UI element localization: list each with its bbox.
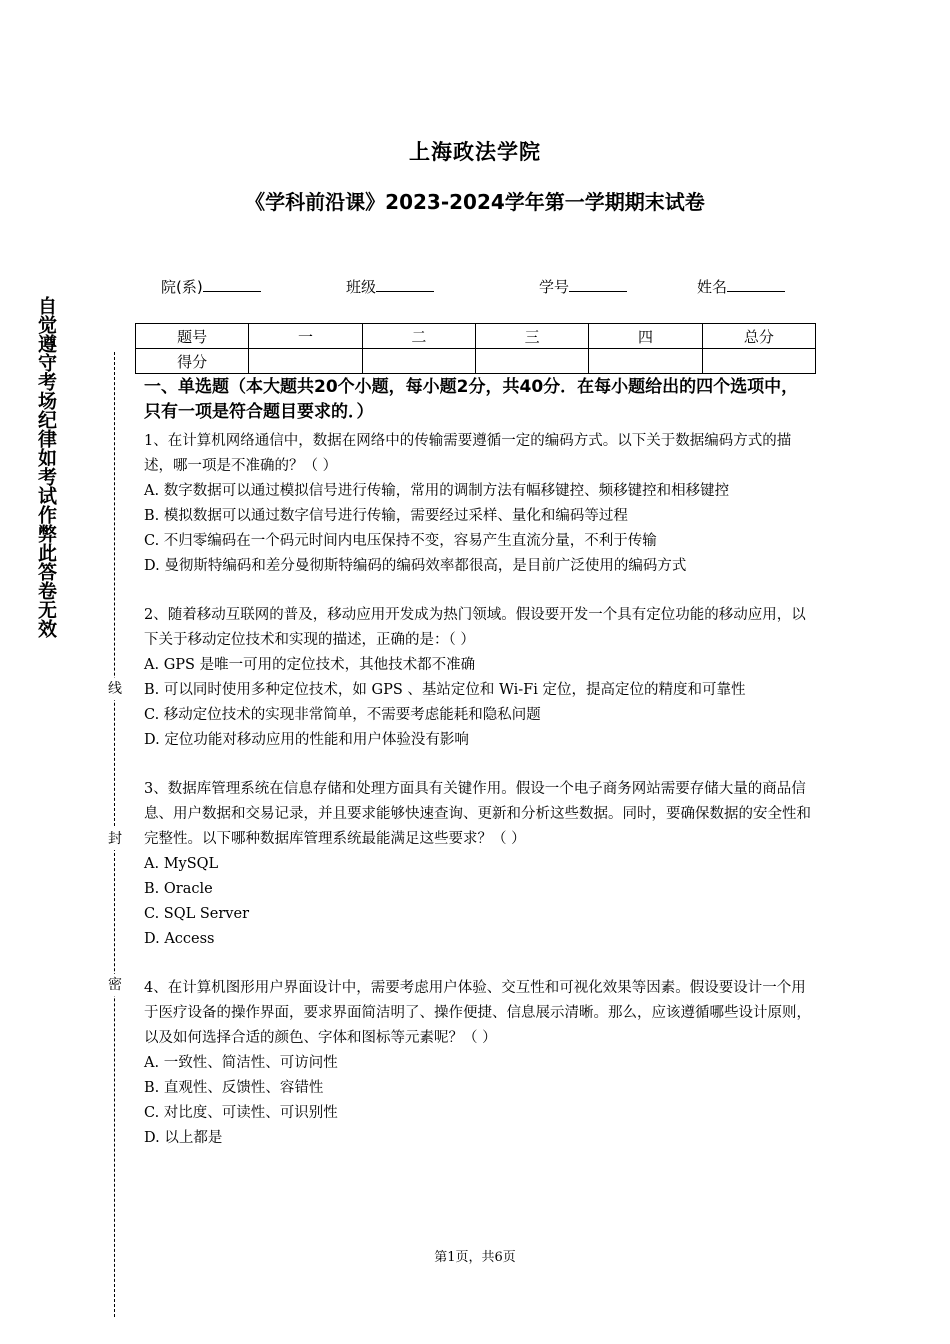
name-blank[interactable] <box>727 277 785 292</box>
option-b: B. Oracle <box>144 881 213 897</box>
question-stem: 4、在计算机图形用户界面设计中，需要考虑用户体验、交互性和可视化效果等因素。假设要设计一个用于医疗设备的操作界面，要求界面简洁明了、操作便捷、信息展示清晰。那么，应该遵循哪些设计原则，以及如何选择合适的颜色、字体和图标等元素呢？（ ） <box>144 980 811 1046</box>
question-stem: 1、在计算机网络通信中，数据在网络中的传输需要遵循一定的编码方式。以下关于数据编码方式的描述，哪一项是不准确的？（ ） <box>144 433 792 474</box>
class-label: 班级 <box>346 278 377 296</box>
question-1 <box>144 429 814 579</box>
option-a: A. 一致性、简洁性、可访问性 <box>144 1055 338 1071</box>
score-cell[interactable] <box>589 349 702 374</box>
option-c: C. SQL Server <box>144 906 250 922</box>
score-cell: 题号 <box>136 324 249 349</box>
class-blank[interactable] <box>376 277 434 292</box>
student-id-label: 学号 <box>539 278 570 296</box>
option-c: C. 移动定位技术的实现非常简单，不需要考虑能耗和隐私问题 <box>144 707 541 723</box>
department-field <box>161 276 261 297</box>
seal-label-line: 线 <box>106 678 124 700</box>
option-c: C. 对比度、可读性、可识别性 <box>144 1105 338 1121</box>
score-cell: 三 <box>475 324 588 349</box>
option-a: A. 数字数据可以通过模拟信号进行传输，常用的调制方法有幅移键控、频移键控和相移键控 <box>144 483 730 499</box>
score-cell[interactable] <box>475 349 588 374</box>
department-blank[interactable] <box>203 277 261 292</box>
score-cell[interactable] <box>362 349 475 374</box>
option-b: B. 模拟数据可以通过数字信号进行传输，需要经过采样、量化和编码等过程 <box>144 508 628 524</box>
department-label: 院(系) <box>161 278 203 296</box>
seal-label-secret: 密 <box>106 974 124 996</box>
score-cell: 二 <box>362 324 475 349</box>
student-id-blank[interactable] <box>569 277 627 292</box>
option-a: A. GPS 是唯一可用的定位技术，其他技术都不准确 <box>144 657 476 673</box>
score-table-header-row <box>136 324 816 349</box>
option-d: D. 曼彻斯特编码和差分曼彻斯特编码的编码效率都很高，是目前广泛使用的编码方式 <box>144 558 687 574</box>
score-cell: 总分 <box>702 324 815 349</box>
score-cell: 一 <box>249 324 362 349</box>
score-cell: 得分 <box>136 349 249 374</box>
option-b: B. 可以同时使用多种定位技术，如 GPS 、基站定位和 Wi-Fi 定位，提高定位的精度和可靠性 <box>144 682 746 698</box>
question-3 <box>144 777 814 952</box>
section-heading: 一、单选题（本大题共20个小题，每小题2分，共40分．在每小题给出的四个选项中，只有一项是符合题目要求的．） <box>144 377 799 422</box>
option-a: A. MySQL <box>144 856 219 872</box>
exam-title: 《学科前沿课》2023-2024学年第一学期期末试卷 <box>245 190 705 214</box>
school-title: 上海政法学院 <box>409 140 541 164</box>
question-4 <box>144 976 814 1151</box>
name-label: 姓名 <box>697 278 728 296</box>
question-2 <box>144 603 814 753</box>
score-table <box>135 323 816 374</box>
page-footer: 第1页，共6页 <box>434 1250 516 1265</box>
score-table-score-row <box>136 349 816 374</box>
option-c: C. 不归零编码在一个码元时间内电压保持不变，容易产生直流分量，不利于传输 <box>144 533 657 549</box>
option-d: D. 定位功能对移动应用的性能和用户体验没有影响 <box>144 732 469 748</box>
student-id-field <box>539 276 627 297</box>
class-field <box>346 276 434 297</box>
option-b: B. 直观性、反馈性、容错性 <box>144 1080 324 1096</box>
option-d: D. Access <box>144 931 215 947</box>
score-cell[interactable] <box>249 349 362 374</box>
side-notice: 自觉遵守考场纪律如考试作弊此答卷无效 <box>35 296 57 638</box>
exam-content <box>144 375 814 1175</box>
question-stem: 3、数据库管理系统在信息存储和处理方面具有关键作用。假设一个电子商务网站需要存储大量的商品信息、用户数据和交易记录，并且要求能够快速查询、更新和分析这些数据。同时，要确保数据的安全性和完整性。以下哪种数据库管理系统最能满足这些要求？（ ） <box>144 781 811 847</box>
name-field <box>697 276 785 297</box>
score-cell[interactable] <box>702 349 815 374</box>
question-stem: 2、随着移动互联网的普及，移动应用开发成为热门领域。假设要开发一个具有定位功能的移动应用，以下关于移动定位技术和实现的描述，正确的是：（ ） <box>144 607 806 648</box>
seal-label-seal: 封 <box>106 828 124 850</box>
option-d: D. 以上都是 <box>144 1130 223 1146</box>
score-cell: 四 <box>589 324 702 349</box>
